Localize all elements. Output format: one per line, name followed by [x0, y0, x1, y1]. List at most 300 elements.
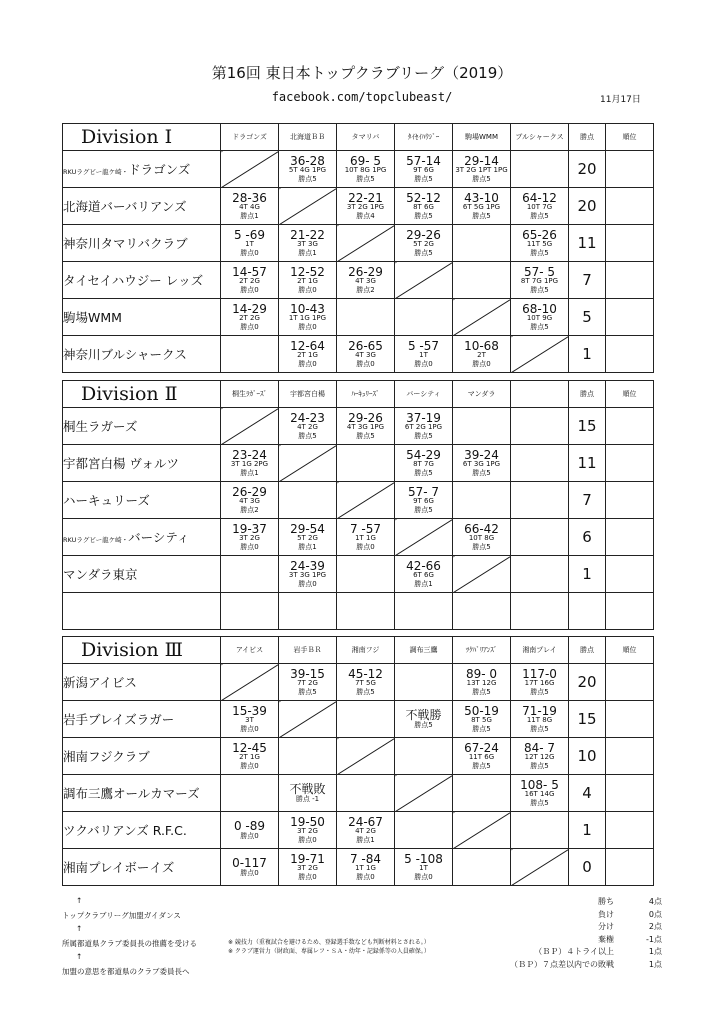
- result-cell: [279, 664, 337, 701]
- match-points: 勝点5: [414, 721, 433, 730]
- result-cell: [511, 188, 569, 225]
- score-detail: 11T 5G: [526, 240, 553, 249]
- match-score: 84- 7: [523, 740, 556, 755]
- match-score: 19-71: [290, 851, 325, 866]
- rank-cell: [606, 849, 654, 886]
- score-detail: 3T 2G 1PT 1PG: [455, 166, 508, 175]
- score-detail: 6T 2G 1PG: [404, 423, 443, 432]
- result-cell: [279, 299, 337, 336]
- rank-cell: [606, 408, 654, 445]
- team-prefix: RKUラグビー龍ケ崎・: [63, 168, 129, 176]
- match-score: 29-26: [348, 410, 383, 425]
- result-cell: [453, 664, 511, 701]
- result-cell: [337, 445, 395, 482]
- result-cell: [279, 519, 337, 556]
- result-cell: [395, 738, 453, 775]
- team-name-cell: [63, 225, 221, 262]
- team-name-cell: [63, 262, 221, 299]
- opponent-header: ﾂｸﾊﾞﾘｱﾝｽﾞ: [453, 637, 511, 664]
- match-points: 勝点5: [530, 798, 549, 807]
- facebook-url[interactable]: facebook.com/topclubeast/: [271, 90, 453, 104]
- match-score: 10-68: [464, 338, 499, 353]
- rank-cell: [606, 519, 654, 556]
- match-points: 勝点5: [530, 724, 549, 733]
- points-header: 勝点: [569, 124, 606, 151]
- match-score: 12-45: [232, 740, 267, 755]
- match-score: 26-29: [232, 484, 267, 499]
- result-cell: [337, 519, 395, 556]
- match-points: 勝点5: [530, 248, 549, 257]
- score-detail: 16T 14G: [524, 790, 555, 799]
- team-name-cell: [63, 664, 221, 701]
- self-match-cell: [279, 445, 337, 482]
- match-score: 29-14: [464, 153, 499, 168]
- result-cell: [453, 593, 511, 630]
- footnotes: [228, 938, 430, 956]
- result-cell: [279, 738, 337, 775]
- match-points: 勝点2: [240, 505, 259, 514]
- total-points: 5: [569, 299, 606, 336]
- result-cell: [453, 225, 511, 262]
- result-cell: [453, 775, 511, 812]
- team-name-cell: [63, 556, 221, 593]
- match-score: 12-64: [290, 338, 325, 353]
- score-detail: 8T 5G: [471, 716, 492, 725]
- match-points: 勝点5: [472, 761, 491, 770]
- result-cell: [453, 482, 511, 519]
- match-score: 19-50: [290, 814, 325, 829]
- match-score: 24-67: [348, 814, 383, 829]
- result-cell: [511, 556, 569, 593]
- opponent-header: ブルシャークス: [511, 124, 569, 151]
- score-detail: 1T: [419, 351, 428, 360]
- match-points: 勝点5: [356, 174, 375, 183]
- score-detail: 8T 7G 1PG: [520, 277, 559, 286]
- legend-row: （ＢＰ）７点差以内での敗戦 1点: [510, 959, 662, 969]
- self-match-cell: [221, 664, 279, 701]
- rank-cell: [606, 482, 654, 519]
- self-match-cell: [511, 336, 569, 373]
- team-name: 調布三鷹オールカマーズ: [63, 786, 200, 801]
- match-points: 勝点5: [472, 542, 491, 551]
- rank-cell: [606, 775, 654, 812]
- match-score: 65-26: [522, 227, 557, 242]
- match-score: 29-26: [406, 227, 441, 242]
- opponent-header: タマリバ: [337, 124, 395, 151]
- team-name-cell: [63, 738, 221, 775]
- score-detail: 10T 9G: [526, 314, 553, 323]
- result-cell: [279, 812, 337, 849]
- result-cell: [279, 151, 337, 188]
- match-points: 勝点1: [356, 835, 375, 844]
- match-points: 勝点1: [414, 579, 433, 588]
- result-cell: [511, 445, 569, 482]
- score-detail: 1T: [245, 240, 254, 249]
- score-detail: 5T 2G: [413, 240, 434, 249]
- rank-cell: [606, 445, 654, 482]
- match-points: 勝点5: [472, 174, 491, 183]
- match-score: 26-65: [348, 338, 383, 353]
- match-points: 勝点5: [298, 687, 317, 696]
- match-points: 勝点5: [414, 248, 433, 257]
- self-match-cell: [279, 188, 337, 225]
- match-points: 勝点0: [240, 724, 259, 733]
- result-cell: [221, 445, 279, 482]
- result-cell: [511, 519, 569, 556]
- team-name-cell: [63, 445, 221, 482]
- match-points: 勝点 -1: [295, 795, 320, 804]
- result-cell: [221, 775, 279, 812]
- division-table: [62, 636, 654, 886]
- score-detail: 12T 12G: [524, 753, 555, 762]
- match-score: 57- 5: [523, 264, 556, 279]
- table-row: [63, 151, 654, 188]
- table-row: [63, 408, 654, 445]
- footnote-management: ※ クラブ運営力（財政面、専属レフ・ＳＡ・幼年・記録係等の人員確保。）: [228, 948, 430, 955]
- rank-header: 順位: [606, 124, 654, 151]
- result-cell: [221, 519, 279, 556]
- result-cell: [221, 262, 279, 299]
- opponent-header: バーシティ: [395, 381, 453, 408]
- match-points: 勝点5: [414, 505, 433, 514]
- result-cell: [279, 262, 337, 299]
- match-points: 勝点0: [298, 872, 317, 881]
- score-detail: 9T 6G: [413, 497, 434, 506]
- total-points: 1: [569, 556, 606, 593]
- team-name: 岩手ブレイズラガー: [63, 712, 175, 727]
- match-points: 勝点0: [240, 285, 259, 294]
- team-name-cell: [63, 188, 221, 225]
- score-detail: 3T 2G: [297, 827, 318, 836]
- match-points: 勝点5: [414, 211, 433, 220]
- result-cell: [395, 664, 453, 701]
- rank-cell: [606, 336, 654, 373]
- score-detail: 7T 5G: [355, 679, 376, 688]
- result-cell: [221, 738, 279, 775]
- team-name-cell: [63, 701, 221, 738]
- result-cell: [279, 593, 337, 630]
- table-row: [63, 738, 654, 775]
- result-cell: [279, 849, 337, 886]
- score-detail: 4T 4G: [239, 203, 260, 212]
- match-score: 0-117: [232, 855, 267, 870]
- match-score: 0 -89: [233, 818, 266, 833]
- result-cell: [337, 336, 395, 373]
- total-points: 10: [569, 738, 606, 775]
- opponent-header: 駒場WMM: [453, 124, 511, 151]
- score-detail: 2T 1G: [297, 351, 318, 360]
- match-points: 勝点1: [240, 211, 259, 220]
- total-points: 0: [569, 849, 606, 886]
- match-points: 勝点0: [298, 285, 317, 294]
- match-score: 10-43: [290, 301, 325, 316]
- table-header-row: [63, 124, 654, 151]
- match-points: 勝点0: [240, 322, 259, 331]
- page-title: 第16回 東日本トップクラブリーグ（2019）: [211, 64, 513, 82]
- team-name: ハーキュリーズ: [63, 493, 150, 508]
- score-detail: 5T 4G 1PG: [288, 166, 327, 175]
- opponent-header: アイビス: [221, 637, 279, 664]
- match-score: 39-24: [464, 447, 499, 462]
- score-detail: 3T 3G 1PG: [288, 571, 327, 580]
- match-score: 23-24: [232, 447, 267, 462]
- match-score: 24-23: [290, 410, 325, 425]
- match-points: 勝点5: [472, 211, 491, 220]
- self-match-cell: [279, 701, 337, 738]
- score-detail: 5T 2G: [297, 534, 318, 543]
- match-points: 勝点5: [298, 174, 317, 183]
- match-points: 勝点0: [356, 359, 375, 368]
- result-cell: [279, 225, 337, 262]
- team-name-cell: [63, 593, 221, 630]
- legend-row: 勝ち 4点: [598, 897, 662, 906]
- result-cell: [395, 151, 453, 188]
- score-detail: 4T 3G: [355, 277, 376, 286]
- score-detail: 6T 3G 1PG: [462, 460, 501, 469]
- match-score: 29-54: [290, 521, 325, 536]
- rank-cell: [606, 701, 654, 738]
- match-score: 52-12: [406, 190, 441, 205]
- self-match-cell: [395, 262, 453, 299]
- opponent-header: 湘南フジ: [337, 637, 395, 664]
- match-score: 71-19: [522, 703, 557, 718]
- match-points: 勝点0: [298, 322, 317, 331]
- table-row: [63, 299, 654, 336]
- table-row: [63, 701, 654, 738]
- result-cell: [511, 262, 569, 299]
- match-score: 7 -84: [349, 851, 382, 866]
- result-cell: [395, 593, 453, 630]
- result-cell: [337, 408, 395, 445]
- score-detail: 3T: [245, 716, 254, 725]
- match-score: 36-28: [290, 153, 325, 168]
- match-score: 117-0: [522, 666, 557, 681]
- team-name: 北海道バーバリアンズ: [63, 199, 187, 214]
- score-detail: 2T 1G: [239, 753, 260, 762]
- team-name: 神奈川ブルシャークス: [63, 347, 187, 362]
- result-cell: [337, 812, 395, 849]
- match-score: 21-22: [290, 227, 325, 242]
- result-cell: [279, 336, 337, 373]
- match-points: 勝点5: [530, 687, 549, 696]
- match-points: 勝点5: [472, 724, 491, 733]
- score-detail: 13T 12G: [466, 679, 497, 688]
- self-match-cell: [221, 151, 279, 188]
- match-score: 5 -108: [404, 851, 443, 866]
- team-name-cell: [63, 775, 221, 812]
- match-score: 66-42: [464, 521, 499, 536]
- rank-cell: [606, 188, 654, 225]
- team-name-cell: [63, 519, 221, 556]
- match-score: 24-39: [290, 558, 325, 573]
- arrow-up-icon: ↑: [76, 896, 83, 905]
- opponent-header: 宇都宮白楊: [279, 381, 337, 408]
- team-name-cell: [63, 849, 221, 886]
- match-points: 勝点0: [298, 579, 317, 588]
- rank-cell: [606, 151, 654, 188]
- result-cell: [511, 701, 569, 738]
- division-name: Division Ⅰ: [63, 124, 221, 151]
- arrow-up-icon: ↑: [76, 952, 83, 961]
- match-score: 15-39: [232, 703, 267, 718]
- legend-row: 負け 0点: [598, 909, 662, 919]
- match-score: 5 -57: [407, 338, 440, 353]
- rank-cell: [606, 556, 654, 593]
- team-name-cell: [63, 299, 221, 336]
- result-cell: [395, 482, 453, 519]
- match-points: 勝点5: [414, 431, 433, 440]
- score-detail: 8T 6G: [413, 203, 434, 212]
- self-match-cell: [395, 519, 453, 556]
- table-row: [63, 188, 654, 225]
- score-detail: 8T 7G: [413, 460, 434, 469]
- opponent-header: ドラゴンズ: [221, 124, 279, 151]
- match-points: 勝点0: [240, 761, 259, 770]
- result-cell: [395, 188, 453, 225]
- total-points: 15: [569, 408, 606, 445]
- match-score: 68-10: [522, 301, 557, 316]
- match-score: 54-29: [406, 447, 441, 462]
- score-detail: 2T 2G: [239, 314, 260, 323]
- opponent-header: [511, 381, 569, 408]
- result-cell: [337, 556, 395, 593]
- table-header-row: [63, 637, 654, 664]
- footnote-ability: ※ 競技力（重複試合を避けるため、登録選手数なども判断材料とされる。）: [228, 939, 430, 946]
- result-cell: [511, 408, 569, 445]
- self-match-cell: [337, 482, 395, 519]
- rank-cell: [606, 299, 654, 336]
- table-row: [63, 445, 654, 482]
- match-score: 12-52: [290, 264, 325, 279]
- table-row: [63, 556, 654, 593]
- team-name: 神奈川タマリバクラブ: [63, 236, 188, 251]
- table-row: [63, 519, 654, 556]
- match-date: 11月17日: [600, 95, 641, 105]
- match-points: 勝点0: [356, 542, 375, 551]
- team-name: ドラゴンズ: [128, 162, 191, 177]
- table-row: [63, 336, 654, 373]
- legend-row: 分け 2点: [598, 922, 662, 931]
- table-row: [63, 775, 654, 812]
- rank-cell: [606, 225, 654, 262]
- match-score: 37-19: [406, 410, 441, 425]
- score-detail: 10T 8G: [468, 534, 495, 543]
- result-cell: [279, 482, 337, 519]
- score-detail: 6T 5G 1PG: [462, 203, 501, 212]
- legend-row: （ＢＰ）４トライ以上 1点: [534, 947, 662, 956]
- result-cell: [453, 519, 511, 556]
- self-match-cell: [221, 408, 279, 445]
- result-cell: [453, 188, 511, 225]
- total-points: 15: [569, 701, 606, 738]
- note-recommendation: 所属都道県クラブ委員長の推薦を受ける: [62, 939, 197, 948]
- total-points: [569, 593, 606, 630]
- match-points: 勝点5: [414, 468, 433, 477]
- result-cell: [337, 151, 395, 188]
- score-detail: 10T 7G: [526, 203, 553, 212]
- match-points: 勝点0: [414, 872, 433, 881]
- match-points: 勝点0: [240, 869, 259, 878]
- result-cell: [453, 262, 511, 299]
- result-cell: [337, 664, 395, 701]
- table-row: [63, 482, 654, 519]
- match-points: 勝点5: [530, 322, 549, 331]
- result-cell: [279, 556, 337, 593]
- opponent-header: 調布三鷹: [395, 637, 453, 664]
- opponent-header: ﾊｰｷｭﾘｰｽﾞ: [337, 381, 395, 408]
- match-points: 勝点4: [356, 211, 375, 220]
- result-cell: [221, 225, 279, 262]
- total-points: 20: [569, 188, 606, 225]
- match-points: 勝点5: [356, 687, 375, 696]
- points-header: 勝点: [569, 381, 606, 408]
- note-intention: 加盟の意思を都道県のクラブ委員長へ: [62, 967, 190, 976]
- score-detail: 11T 8G: [526, 716, 553, 725]
- result-cell: [453, 336, 511, 373]
- match-points: 勝点5: [530, 285, 549, 294]
- team-name: マンダラ東京: [63, 567, 138, 582]
- match-points: 勝点2: [356, 285, 375, 294]
- result-cell: [337, 299, 395, 336]
- result-cell: [337, 701, 395, 738]
- result-cell: [511, 299, 569, 336]
- match-points: 勝点0: [472, 359, 491, 368]
- opponent-header: 湘南プレイ: [511, 637, 569, 664]
- match-points: 勝点0: [356, 872, 375, 881]
- result-cell: [221, 336, 279, 373]
- total-points: 20: [569, 151, 606, 188]
- result-cell: [221, 188, 279, 225]
- result-cell: [395, 299, 453, 336]
- team-name: 新潟アイビス: [63, 675, 137, 690]
- result-cell: [453, 445, 511, 482]
- score-detail: 4T 3G: [239, 497, 260, 506]
- rank-cell: [606, 812, 654, 849]
- score-detail: 4T 2G: [297, 423, 318, 432]
- score-detail: 7T 2G: [297, 679, 318, 688]
- result-cell: [511, 738, 569, 775]
- result-cell: [221, 849, 279, 886]
- result-cell: [453, 151, 511, 188]
- result-cell: [395, 445, 453, 482]
- team-name: 宇都宮白楊 ヴォルツ: [63, 456, 179, 471]
- match-score: 57- 7: [407, 484, 440, 499]
- result-cell: [453, 408, 511, 445]
- result-cell: [221, 299, 279, 336]
- opponent-header: 岩手ＢＲ: [279, 637, 337, 664]
- total-points: 20: [569, 664, 606, 701]
- match-score: 67-24: [464, 740, 499, 755]
- self-match-cell: [395, 775, 453, 812]
- total-points: 7: [569, 482, 606, 519]
- self-match-cell: [337, 738, 395, 775]
- result-cell: [511, 482, 569, 519]
- result-cell: [511, 593, 569, 630]
- result-cell: [221, 593, 279, 630]
- result-cell: [279, 408, 337, 445]
- score-detail: 3T 1G 2PG: [230, 460, 269, 469]
- rank-cell: [606, 738, 654, 775]
- result-cell: [511, 664, 569, 701]
- match-points: 勝点0: [298, 359, 317, 368]
- self-match-cell: [453, 299, 511, 336]
- points-legend: [472, 896, 662, 971]
- match-score: 89- 0: [465, 666, 498, 681]
- rank-cell: [606, 664, 654, 701]
- result-cell: [221, 482, 279, 519]
- team-name: バーシティ: [128, 530, 190, 545]
- match-points: 勝点5: [530, 211, 549, 220]
